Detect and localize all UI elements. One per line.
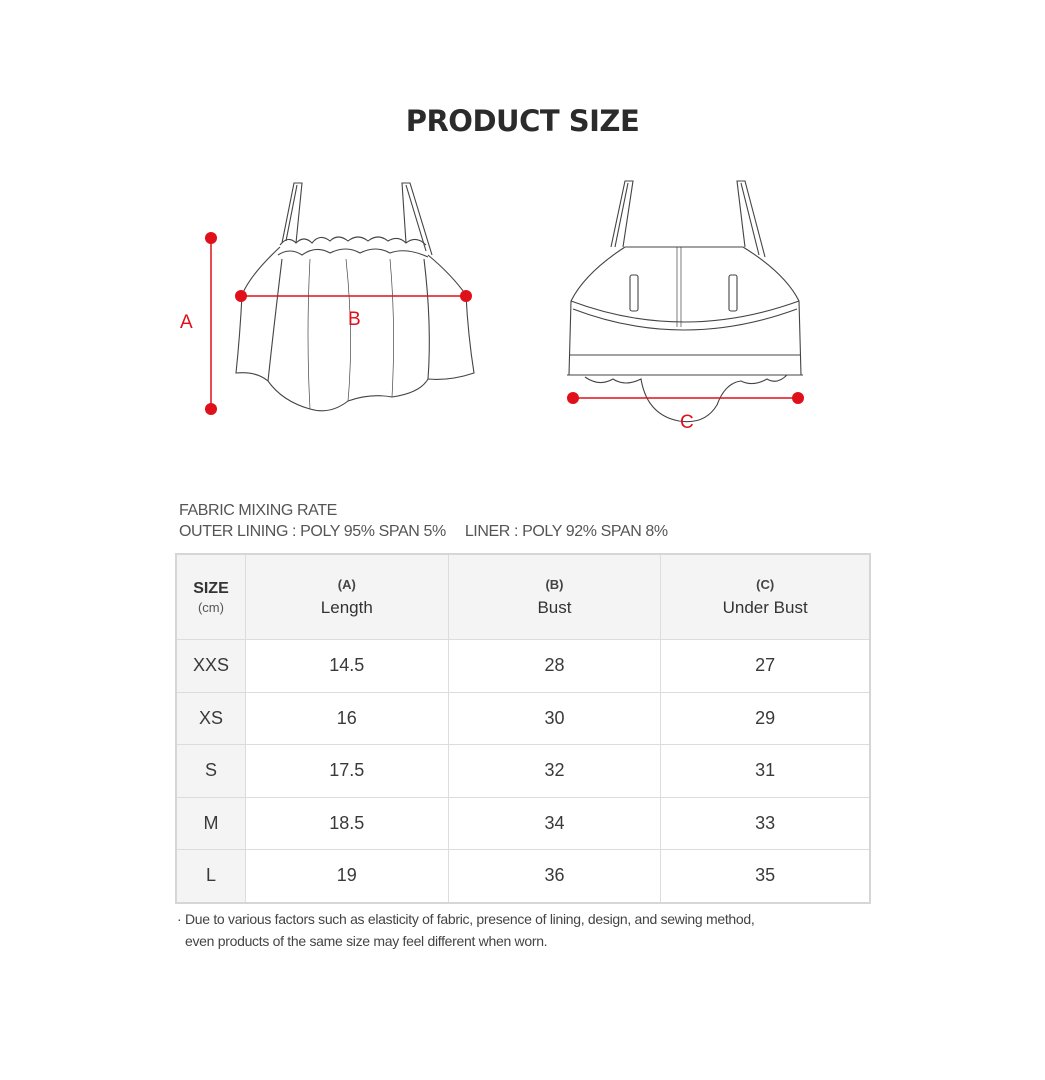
size-cell: XS bbox=[176, 692, 245, 745]
fabric-info bbox=[179, 500, 668, 542]
under-bust-cell: 35 bbox=[661, 850, 870, 903]
under-bust-cell: 27 bbox=[661, 640, 870, 693]
page-title: PRODUCT SIZE bbox=[405, 104, 640, 138]
bust-column-header bbox=[448, 554, 661, 640]
column-tag: (A) bbox=[337, 576, 356, 592]
bust-cell: 30 bbox=[448, 692, 661, 745]
unit-label: (cm) bbox=[197, 599, 224, 615]
length-cell: 19 bbox=[245, 850, 448, 903]
fabric-outer: OUTER LINING : POLY 95% SPAN 5% bbox=[179, 523, 446, 540]
size-table bbox=[175, 553, 871, 904]
bust-cell: 28 bbox=[448, 640, 661, 693]
measure-label-a: A bbox=[180, 312, 193, 333]
under-bust-cell: 31 bbox=[661, 745, 870, 798]
note-line-1: · Due to various factors such as elasticity of fabric, presence of lining, design, and sewing method, bbox=[177, 911, 755, 927]
column-tag: (B) bbox=[545, 576, 564, 592]
under-bust-cell: 29 bbox=[661, 692, 870, 745]
table-header-row bbox=[176, 554, 870, 640]
table-row bbox=[176, 850, 870, 903]
size-cell: S bbox=[176, 745, 245, 798]
measure-label-c: C bbox=[680, 412, 694, 433]
column-name: Length bbox=[320, 597, 373, 617]
column-name: Under Bust bbox=[722, 597, 808, 617]
size-column-header bbox=[176, 554, 245, 640]
length-cell: 17.5 bbox=[245, 745, 448, 798]
column-name: Bust bbox=[537, 597, 572, 617]
length-cell: 18.5 bbox=[245, 797, 448, 850]
under-bust-column-header bbox=[661, 554, 870, 640]
fabric-liner: LINER : POLY 92% SPAN 8% bbox=[464, 523, 668, 540]
note-line-2: even products of the same size may feel different when worn. bbox=[185, 933, 548, 949]
size-cell: M bbox=[176, 797, 245, 850]
table-row bbox=[176, 692, 870, 745]
bust-cell: 32 bbox=[448, 745, 661, 798]
length-cell: 16 bbox=[245, 692, 448, 745]
back-garment-diagram bbox=[555, 175, 815, 440]
size-cell: L bbox=[176, 850, 245, 903]
table-row bbox=[176, 640, 870, 693]
measure-label-b: B bbox=[348, 309, 361, 330]
table-row bbox=[176, 797, 870, 850]
bust-cell: 36 bbox=[448, 850, 661, 903]
column-tag: (C) bbox=[756, 576, 775, 592]
fabric-heading: FABRIC MIXING RATE bbox=[179, 502, 337, 519]
length-column-header bbox=[245, 554, 448, 640]
length-cell: 14.5 bbox=[245, 640, 448, 693]
size-cell: XXS bbox=[176, 640, 245, 693]
bust-cell: 34 bbox=[448, 797, 661, 850]
under-bust-cell: 33 bbox=[661, 797, 870, 850]
front-garment-diagram bbox=[170, 175, 490, 440]
size-header-label: SIZE bbox=[193, 579, 229, 597]
fit-disclaimer bbox=[177, 908, 754, 952]
table-row bbox=[176, 745, 870, 798]
